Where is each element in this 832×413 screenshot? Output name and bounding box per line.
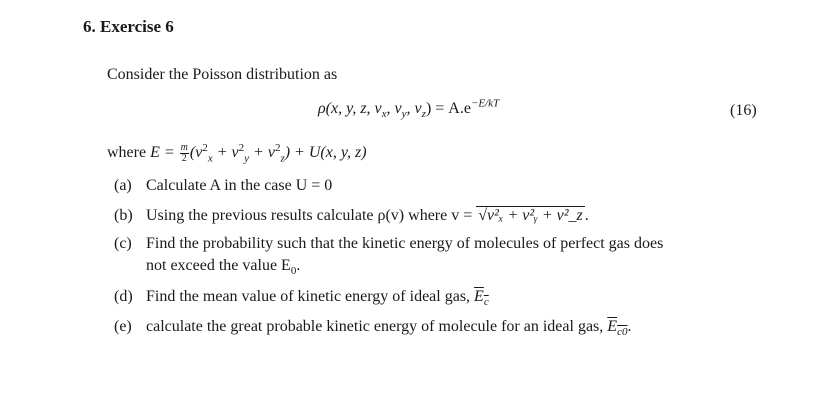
eq-comma1: , v [386, 100, 402, 117]
eq-sub-y: y [401, 108, 407, 121]
item-b-sqrt: √v²ₓ + v²ᵧ + v²_z [478, 207, 583, 224]
eq-sub-z: z [421, 108, 426, 121]
exercise-heading: 6. Exercise 6 [83, 17, 174, 36]
item-d [114, 288, 489, 309]
item-b-label: (b) [114, 207, 133, 224]
sq-x: 2 [202, 141, 208, 154]
sub-y: y [244, 152, 250, 165]
sub-x: x [207, 152, 213, 165]
frac-den: 2 [181, 153, 187, 164]
where-close: ) + U(x, y, z) [284, 144, 367, 162]
item-c-line2-sub: 0 [290, 265, 297, 278]
item-e-symbol [607, 318, 628, 339]
eq-lhs: ρ(x, y, z, v [318, 100, 382, 117]
item-c-line2-text: not exceed the value E [146, 257, 291, 274]
eq-comma2: , v [406, 100, 422, 117]
item-c-label: (c) [114, 235, 132, 252]
eq-sub-x: x [381, 108, 387, 121]
frac-num: m [180, 142, 188, 153]
plus-vy: + v [212, 144, 239, 162]
item-b [114, 206, 589, 225]
where-prefix: where [107, 144, 151, 162]
sq-y: 2 [238, 141, 245, 154]
item-b-sqrt-content: v²ₓ + v²ᵧ + v²_z [487, 207, 583, 224]
where-E: E = [150, 144, 179, 162]
item-a [114, 177, 332, 195]
item-a-text: Calculate A in the case U = 0 [146, 177, 333, 194]
poisson-equation [318, 97, 500, 121]
v-open: (v [189, 144, 203, 162]
item-e-label: (e) [114, 318, 132, 335]
item-d-symbol [474, 288, 489, 309]
equation-number: (16) [730, 102, 757, 119]
item-d-text: Find the mean value of kinetic energy of ideal gas, [146, 288, 475, 305]
item-c-line1: Find the probability such that the kinetic energy of molecules of perfect gas does [146, 235, 664, 252]
item-e-sym: E [607, 318, 618, 335]
item-d-label: (d) [114, 288, 133, 305]
intro-text: Consider the Poisson distribution as [107, 66, 338, 83]
plus-vz: + v [249, 144, 275, 162]
item-e-text: calculate the great probable kinetic energy of molecule for an ideal gas, [146, 318, 608, 335]
item-b-text: Using the previous results calculate ρ(v) where v = [146, 207, 477, 224]
eq-rhs: ) = A.e [425, 100, 471, 117]
item-e [114, 318, 632, 339]
item-d-sym-sub: c [483, 296, 489, 309]
item-e-sym-sub: c0 [617, 326, 628, 339]
item-d-sym: E [474, 288, 484, 305]
item-a-label: (a) [114, 177, 132, 194]
mass-fraction [180, 143, 189, 164]
sq-z: 2 [274, 141, 281, 154]
item-e-end: . [627, 318, 632, 335]
item-c-line2-end: . [296, 257, 301, 274]
eq-exponent: −E/kT [470, 97, 500, 110]
item-b-end: . [584, 207, 589, 224]
item-c [114, 235, 663, 253]
item-c-line2 [146, 257, 301, 278]
sub-z: z [280, 152, 285, 165]
where-definition [107, 143, 367, 164]
